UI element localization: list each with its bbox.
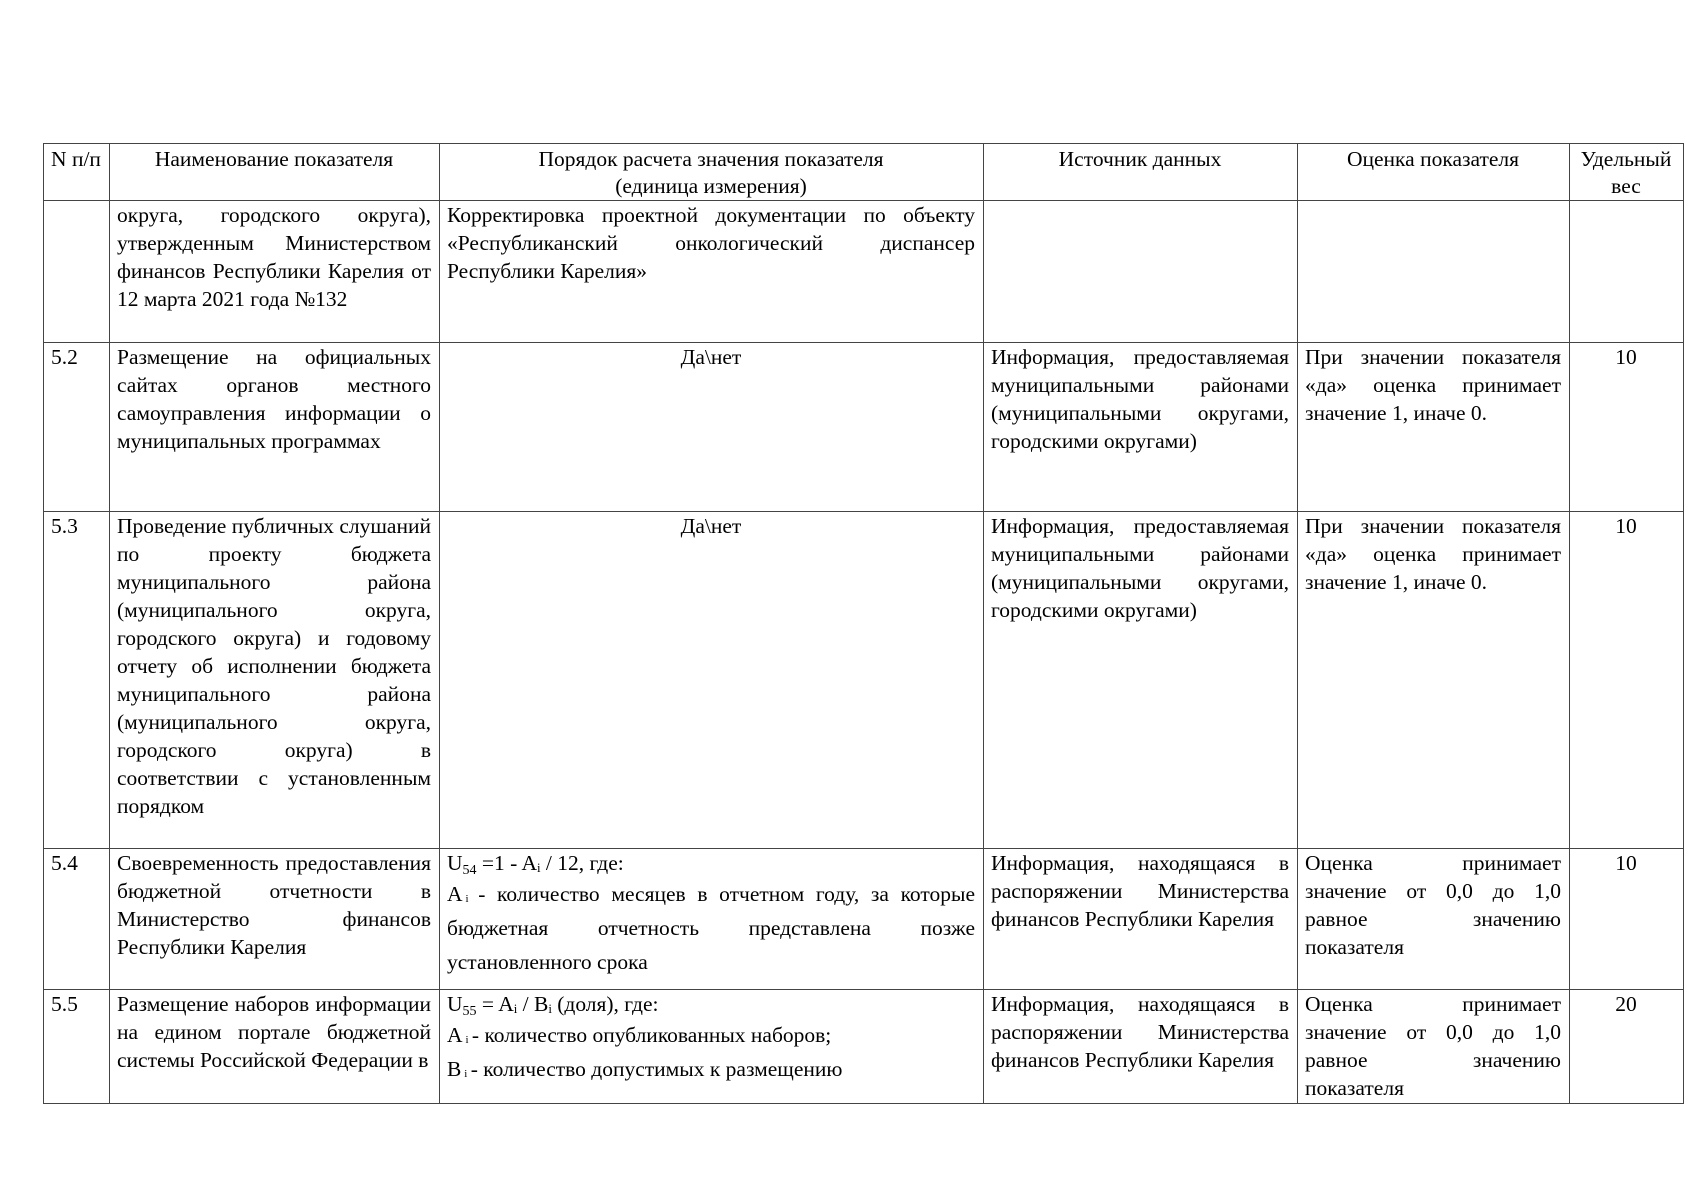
header-calc	[440, 144, 984, 201]
cell-weight: 10	[1570, 343, 1684, 512]
header-weight: Удельный вес	[1570, 144, 1684, 201]
cell-calc: Корректировка проектной документации по объекту «Республиканский онкологический диспансер Республики Карелия»	[440, 201, 984, 343]
definition-variable-letter: A	[447, 882, 463, 906]
cell-assessment: При значении показателя «да» оценка принимает значение 1, иначе 0.	[1298, 343, 1570, 512]
formula-variable: U	[447, 992, 463, 1016]
definition-text: - количество месяцев в отчетном году, за которые бюджетная отчетность представлена позже установленного срока	[447, 882, 975, 974]
header-calc-line2: (единица измерения)	[615, 174, 807, 198]
cell-num: 5.4	[44, 849, 110, 990]
table-row	[44, 201, 1684, 343]
formula-line	[447, 990, 975, 1018]
definition-variable	[447, 1018, 467, 1052]
table-header-row	[44, 144, 1684, 201]
definition-variable	[447, 1052, 468, 1086]
cell-source: Информация, находящаяся в распоряжении Министерства финансов Республики Карелия	[984, 990, 1298, 1104]
cell-assessment	[1298, 201, 1570, 343]
cell-name: Размещение на официальных сайтах органов местного самоуправления информации о муниципальных программах	[110, 343, 440, 512]
formula-definition	[447, 1052, 975, 1086]
header-name: Наименование показателя	[110, 144, 440, 201]
formula-variable: U	[447, 851, 463, 875]
table-row	[44, 343, 1684, 512]
formula-expression: =1 - Aᵢ / 12, где:	[481, 851, 624, 875]
definition-variable	[447, 877, 467, 911]
table-row	[44, 512, 1684, 849]
cell-name-text: Размещение наборов информации на едином портале бюджетной системы Российской Федерации в	[117, 992, 431, 1072]
cell-source: Информация, предоставляемая муниципальными районами (муниципальными округами, городскими округами)	[984, 512, 1298, 849]
cell-weight: 10	[1570, 849, 1684, 990]
cell-weight	[1570, 201, 1684, 343]
cell-source: Информация, находящаяся в распоряжении Министерства финансов Республики Карелия	[984, 849, 1298, 990]
cell-name	[110, 990, 440, 1104]
table-row	[44, 990, 1684, 1104]
cell-num: 5.5	[44, 990, 110, 1104]
header-calc-line1: Порядок расчета значения показателя	[538, 147, 884, 171]
cell-calc	[440, 849, 984, 990]
header-num: N п/п	[44, 144, 110, 201]
definition-text: - количество допустимых к размещению	[470, 1057, 843, 1081]
definition-variable-subscript: i	[465, 893, 469, 905]
header-assessment: Оценка показателя	[1298, 144, 1570, 201]
cell-source: Информация, предоставляемая муниципальными районами (муниципальными округами, городскими округами)	[984, 343, 1298, 512]
definition-variable-subscript: i	[464, 1068, 468, 1080]
formula-expression: = Aᵢ / Bᵢ (доля), где:	[481, 992, 659, 1016]
cell-assessment: При значении показателя «да» оценка принимает значение 1, иначе 0.	[1298, 512, 1570, 849]
cell-calc: Да\нет	[440, 512, 984, 849]
cell-calc: Да\нет	[440, 343, 984, 512]
formula-subscript: 54	[462, 863, 477, 878]
cell-num	[44, 201, 110, 343]
cell-weight: 10	[1570, 512, 1684, 849]
table-row	[44, 849, 1684, 990]
definition-text: - количество опубликованных наборов;	[471, 1023, 832, 1047]
formula-definition	[447, 1018, 975, 1052]
formula-line	[447, 849, 975, 877]
definition-variable-subscript: i	[465, 1034, 469, 1046]
cell-assessment: Оценка принимает значение от 0,0 до 1,0 равное значению показателя	[1298, 849, 1570, 990]
cell-assessment: Оценка принимает значение от 0,0 до 1,0 равное значению показателя	[1298, 990, 1570, 1104]
cell-name: Проведение публичных слушаний по проекту бюджета муниципального района (муниципального округа, городского округа) и годовому отчету об исполнении бюджета муниципального района (муниципального округа, городского округа) в соответствии с установленным порядком	[110, 512, 440, 849]
formula-subscript: 55	[462, 1004, 477, 1019]
cell-num: 5.2	[44, 343, 110, 512]
cell-name: округа, городского округа), утвержденным Министерством финансов Республики Карелия от 12 марта 2021 года №132	[110, 201, 440, 343]
formula-definition	[447, 877, 975, 979]
definition-variable-letter: A	[447, 1023, 463, 1047]
cell-source	[984, 201, 1298, 343]
cell-name: Своевременность предоставления бюджетной отчетности в Министерство финансов Республики Карелия	[110, 849, 440, 990]
indicators-table	[43, 143, 1684, 1104]
header-source: Источник данных	[984, 144, 1298, 201]
cell-calc	[440, 990, 984, 1104]
definition-variable-letter: B	[447, 1057, 462, 1081]
cell-weight: 20	[1570, 990, 1684, 1104]
cell-num: 5.3	[44, 512, 110, 849]
